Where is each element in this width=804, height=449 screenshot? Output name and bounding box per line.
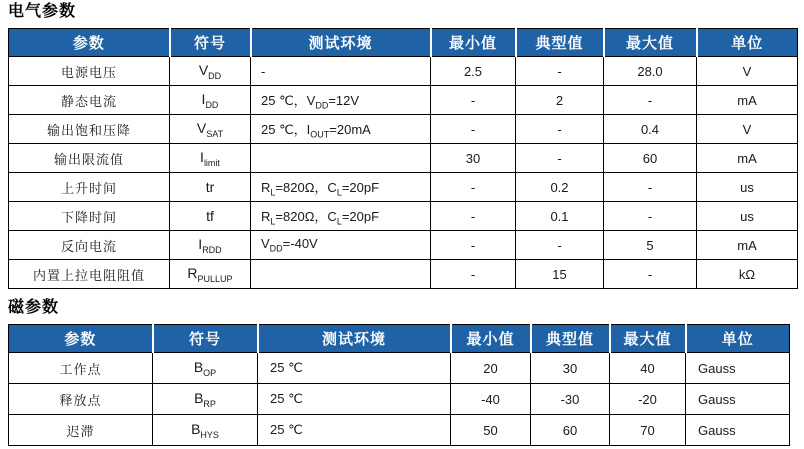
unit-cell: us xyxy=(697,202,798,231)
symbol-cell xyxy=(170,144,251,173)
symbol-cell xyxy=(170,86,251,115)
text-segment: V xyxy=(261,236,270,252)
table-row xyxy=(9,57,798,86)
subscript: L xyxy=(336,216,342,227)
max-cell: 5 xyxy=(604,231,697,260)
table-row xyxy=(9,115,798,144)
text-segment: =20pF xyxy=(341,179,380,195)
env-cell xyxy=(258,353,451,384)
header-min: 最小值 xyxy=(431,29,516,57)
subscript: L xyxy=(336,187,342,198)
subscript: PULLUP xyxy=(197,273,233,284)
text-segment: 25 ℃， xyxy=(261,92,307,108)
min-cell: 30 xyxy=(431,144,516,173)
typ-cell: - xyxy=(516,231,604,260)
unit-cell: mA xyxy=(697,86,798,115)
subscript: RP xyxy=(203,398,216,409)
electrical-section-title: 电气参数 xyxy=(8,3,77,20)
param-cell: 释放点 xyxy=(9,384,153,415)
min-cell: 2.5 xyxy=(431,57,516,86)
text-segment: V xyxy=(306,92,316,108)
text-segment: =20mA xyxy=(329,121,371,137)
symbol-cell xyxy=(153,415,258,446)
env-cell xyxy=(251,57,431,86)
symbol-cell xyxy=(170,57,251,86)
header-unit: 单位 xyxy=(686,325,790,353)
text-segment: 25 ℃， xyxy=(261,121,307,137)
min-cell: - xyxy=(431,173,516,202)
typ-cell: 15 xyxy=(516,260,604,289)
typ-cell: - xyxy=(516,115,604,144)
unit-cell: mA xyxy=(697,231,798,260)
typ-cell: 60 xyxy=(531,415,610,446)
min-cell: - xyxy=(431,231,516,260)
param-cell: 下降时间 xyxy=(9,202,170,231)
header-unit: 单位 xyxy=(697,29,798,57)
max-cell: 28.0 xyxy=(604,57,697,86)
param-cell: 静态电流 xyxy=(9,86,170,115)
magnetic-parameters-table xyxy=(8,324,790,446)
max-cell: - xyxy=(604,260,697,289)
header-param: 参数 xyxy=(9,29,170,57)
subscript: RDD xyxy=(202,244,222,255)
text-segment: I xyxy=(198,235,203,252)
table-row xyxy=(9,353,790,384)
env-cell xyxy=(251,115,431,144)
env-cell xyxy=(251,202,431,231)
text-segment: =12V xyxy=(328,92,360,108)
param-cell: 内置上拉电阻阻值 xyxy=(9,260,170,289)
env-cell xyxy=(251,231,431,260)
text-segment: =820Ω， xyxy=(275,208,328,224)
text-segment: 25 ℃ xyxy=(270,360,303,375)
text-segment: 25 ℃ xyxy=(270,422,303,437)
header-test-env: 测试环境 xyxy=(258,325,451,353)
symbol-cell xyxy=(170,231,251,260)
electrical-header-row xyxy=(9,29,798,57)
env-cell xyxy=(258,415,451,446)
min-cell: - xyxy=(431,86,516,115)
env-cell xyxy=(251,86,431,115)
text-segment: R xyxy=(261,179,271,195)
unit-cell: us xyxy=(697,173,798,202)
text-segment: R xyxy=(187,264,198,281)
header-typ: 典型值 xyxy=(516,29,604,57)
subscript: OUT xyxy=(310,129,330,140)
text-segment: I xyxy=(306,121,311,137)
symbol-cell xyxy=(153,353,258,384)
max-cell: - xyxy=(604,202,697,231)
table-row xyxy=(9,86,798,115)
header-test-env: 测试环境 xyxy=(251,29,431,57)
symbol-cell xyxy=(153,384,258,415)
subscript: OP xyxy=(203,367,217,378)
subscript: DD xyxy=(315,100,329,111)
param-cell: 输出限流值 xyxy=(9,144,170,173)
text-segment: B xyxy=(194,389,204,406)
env-cell xyxy=(251,144,431,173)
header-min: 最小值 xyxy=(451,325,531,353)
typ-cell: - xyxy=(516,144,604,173)
text-segment: B xyxy=(193,358,204,375)
min-cell: - xyxy=(431,202,516,231)
env-cell xyxy=(251,173,431,202)
table-row xyxy=(9,384,790,415)
text-segment: tr xyxy=(205,179,215,195)
param-cell: 上升时间 xyxy=(9,173,170,202)
text-segment: B xyxy=(191,420,201,437)
text-segment: - xyxy=(261,63,266,79)
unit-cell: mA xyxy=(697,144,798,173)
table-row xyxy=(9,231,798,260)
subscript: DD xyxy=(208,70,222,81)
text-segment: V xyxy=(196,119,207,136)
header-typ: 典型值 xyxy=(531,325,610,353)
env-cell xyxy=(251,260,431,289)
text-segment: I xyxy=(200,148,204,165)
max-cell: 60 xyxy=(604,144,697,173)
min-cell: -40 xyxy=(451,384,531,415)
symbol-cell xyxy=(170,202,251,231)
text-segment: C xyxy=(327,208,337,224)
unit-cell: Gauss xyxy=(686,415,790,446)
symbol-cell xyxy=(170,173,251,202)
header-param: 参数 xyxy=(9,325,153,353)
text-segment: I xyxy=(201,90,206,107)
text-segment: C xyxy=(327,179,337,195)
min-cell: 50 xyxy=(451,415,531,446)
max-cell: - xyxy=(604,86,697,115)
param-cell: 反向电流 xyxy=(9,231,170,260)
max-cell: - xyxy=(604,173,697,202)
text-segment: =820Ω， xyxy=(275,179,328,195)
magnetic-parameters-section xyxy=(8,298,804,446)
text-segment: tf xyxy=(206,208,214,224)
text-segment: =20pF xyxy=(341,208,380,224)
table-row xyxy=(9,144,798,173)
unit-cell: V xyxy=(697,57,798,86)
electrical-parameters-table xyxy=(8,28,798,289)
symbol-cell xyxy=(170,115,251,144)
unit-cell: Gauss xyxy=(686,353,790,384)
subscript: DD xyxy=(269,243,283,254)
magnetic-header-row xyxy=(9,325,790,353)
text-segment: =-40V xyxy=(282,236,318,252)
table-row xyxy=(9,260,798,289)
unit-cell: Gauss xyxy=(686,384,790,415)
env-cell xyxy=(258,384,451,415)
param-cell: 工作点 xyxy=(9,353,153,384)
typ-cell: 0.2 xyxy=(516,173,604,202)
max-cell: -20 xyxy=(610,384,686,415)
subscript: limit xyxy=(203,157,220,168)
table-row xyxy=(9,173,798,202)
symbol-cell xyxy=(170,260,251,289)
table-row xyxy=(9,415,790,446)
typ-cell: 0.1 xyxy=(516,202,604,231)
max-cell: 70 xyxy=(610,415,686,446)
text-segment: V xyxy=(198,61,209,78)
max-cell: 0.4 xyxy=(604,115,697,144)
header-symbol: 符号 xyxy=(153,325,258,353)
magnetic-section-title: 磁参数 xyxy=(8,299,60,316)
header-symbol: 符号 xyxy=(170,29,251,57)
header-max: 最大值 xyxy=(610,325,686,353)
min-cell: 20 xyxy=(451,353,531,384)
max-cell: 40 xyxy=(610,353,686,384)
typ-cell: -30 xyxy=(531,384,610,415)
param-cell: 迟滞 xyxy=(9,415,153,446)
unit-cell: kΩ xyxy=(697,260,798,289)
unit-cell: V xyxy=(697,115,798,144)
typ-cell: - xyxy=(516,57,604,86)
param-cell: 电源电压 xyxy=(9,57,170,86)
subscript: DD xyxy=(205,99,219,110)
min-cell: - xyxy=(431,115,516,144)
min-cell: - xyxy=(431,260,516,289)
subscript: HYS xyxy=(200,429,219,440)
subscript: L xyxy=(270,187,276,198)
header-max: 最大值 xyxy=(604,29,697,57)
text-segment: 25 ℃ xyxy=(270,391,303,406)
typ-cell: 30 xyxy=(531,353,610,384)
param-cell: 输出饱和压降 xyxy=(9,115,170,144)
table-row xyxy=(9,202,798,231)
electrical-parameters-section xyxy=(8,2,804,289)
subscript: L xyxy=(270,216,276,227)
text-segment: R xyxy=(261,208,271,224)
typ-cell: 2 xyxy=(516,86,604,115)
subscript: SAT xyxy=(206,128,224,139)
